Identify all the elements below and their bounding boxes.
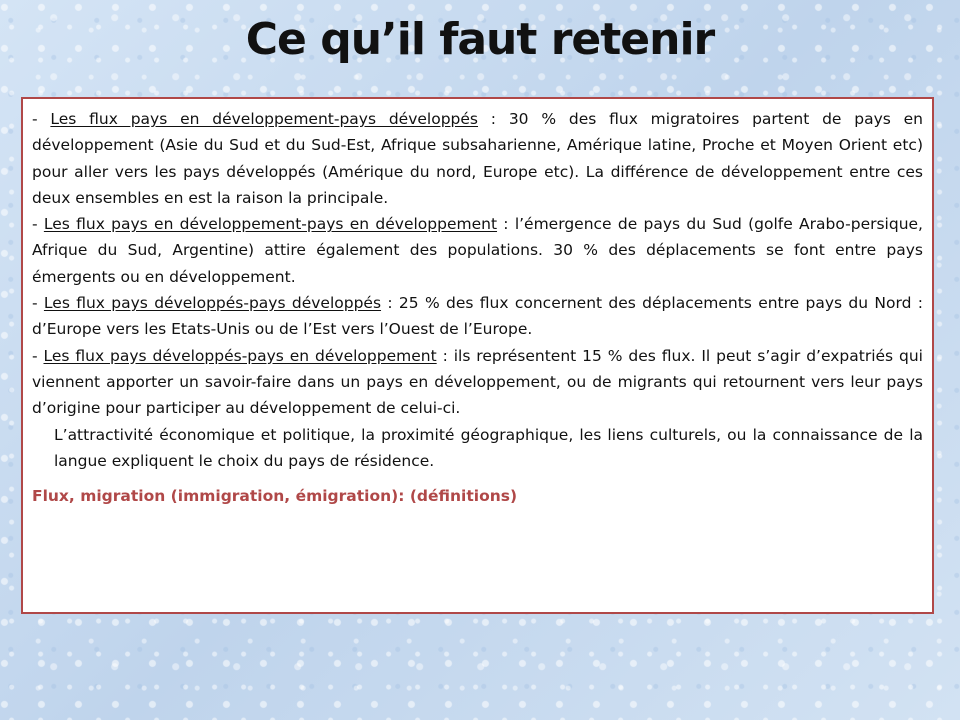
point-2 [32,211,923,290]
point-3 [32,290,923,343]
point-1 [32,106,923,211]
point-2-prefix: - [32,215,44,234]
point-1-prefix: - [32,110,51,128]
conclusion-paragraph: L’attractivité économique et politique, la proximité géographique, les liens culturels, ou la connaissance de la langue expliquent le choix du pays de résidence. [54,425,923,470]
point-3-body: : 25 % des flux concernent des déplacements entre pays du Nord : d’Europe vers les Etats-Unis ou de l’Est vers l’Ouest de l’Europe. [32,294,923,339]
point-2-heading: Les flux pays en développement-pays en développement [43,215,498,234]
point-4 [32,343,923,422]
point-4-prefix: - [32,346,44,365]
content-box [21,97,934,614]
slide-title: Ce qu’il faut retenir [245,14,715,65]
keywords-line: Flux, migration (immigration, émigration): (définitions) [32,487,518,506]
point-4-heading: Les flux pays développés-pays en développement [43,346,437,365]
point-1-body: : 30 % des flux migratoires partent de pays en développement (Asie du Sud et du Sud-Est, Afrique subsaharienne, Amérique latine, Proche et Moyen Orient etc) pour aller vers les pays développés (Amérique du nord, Europe etc). La différence de développement entre ces deux ensembles en est la raison la principale. [32,110,924,207]
point-3-prefix: - [32,294,44,313]
point-4-body: : ils représentent 15 % des flux. Il peut s’agir d’expatriés qui viennent apporter un savoir-faire dans un pays en développement, ou de migrants qui retournent vers leur pays d’origine pour participer au développement de celui-ci. [32,346,923,418]
point-2-body: : l’émergence de pays du Sud (golfe Arabo-persique, Afrique du Sud, Argentine) attire également des populations. 30 % des déplacements se font entre pays émergents ou en développement. [32,215,923,286]
point-1-heading: Les flux pays en développement-pays développés [50,110,479,128]
point-3-heading: Les flux pays développés-pays développés [43,294,382,313]
